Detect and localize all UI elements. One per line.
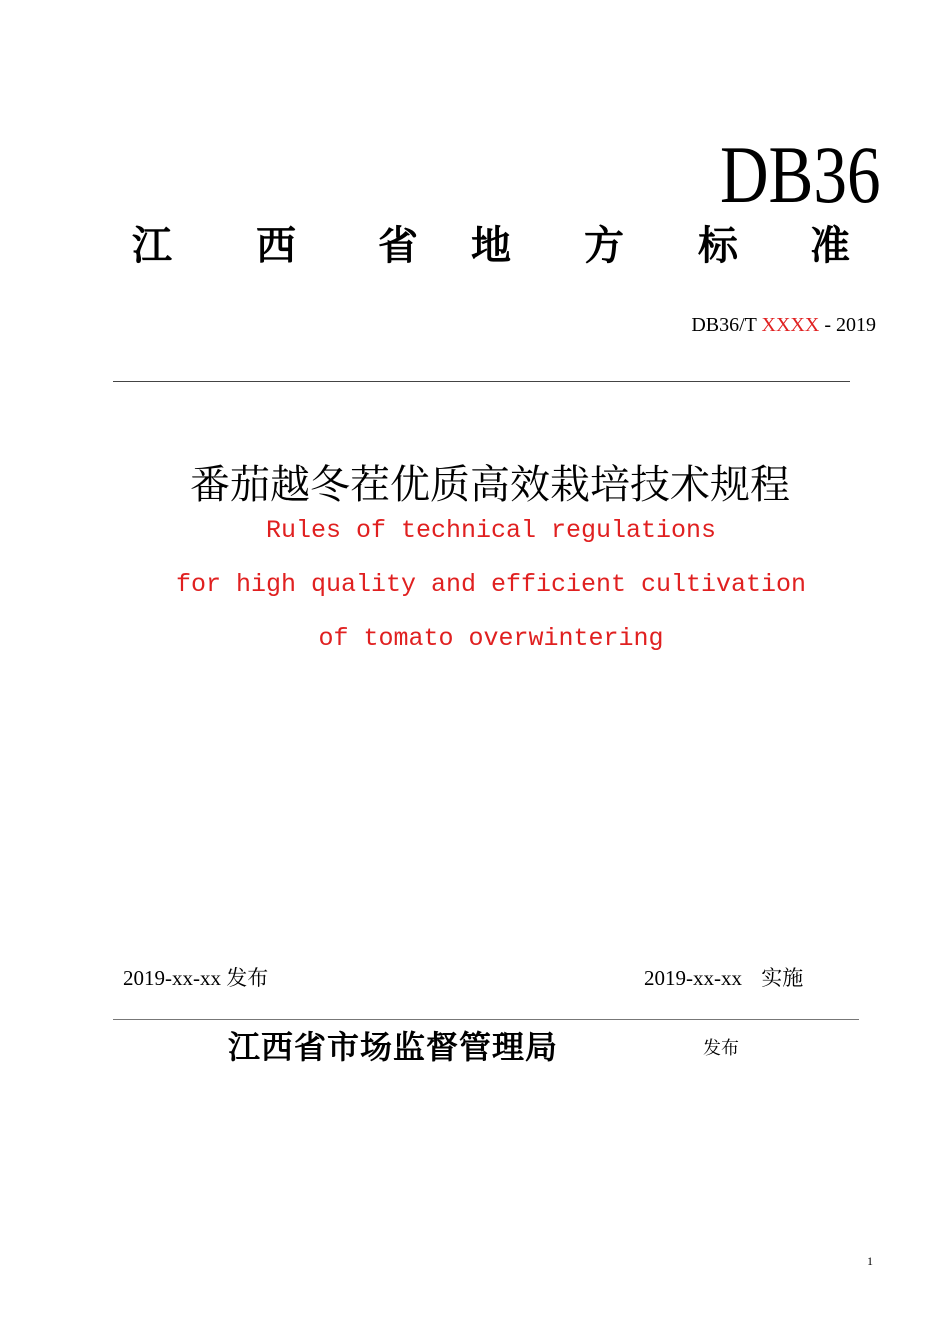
heading-char: 省 — [378, 223, 418, 269]
heading-char: 标 — [698, 223, 738, 269]
separator: - — [824, 314, 831, 336]
standard-number — [691, 314, 876, 337]
issuer-label: 发布 — [703, 1038, 739, 1059]
standard-number-placeholder: XXXX — [761, 314, 820, 336]
page-number: 1 — [867, 1254, 873, 1268]
standard-prefix: DB36/T — [691, 314, 757, 336]
heading-char: 方 — [584, 223, 624, 269]
title-en-line: for high quality and efficient cultivation — [175, 570, 807, 599]
implement-date-value: 2019-xx-xx — [644, 966, 742, 990]
implement-date — [644, 962, 803, 992]
heading-char: 江 — [132, 223, 172, 269]
publish-label: 发布 — [226, 966, 269, 990]
implement-label: 实施 — [761, 966, 804, 990]
heading-char: 地 — [471, 223, 511, 269]
publish-date-value: 2019-xx-xx — [123, 966, 221, 990]
standard-year: 2019 — [836, 314, 876, 336]
heading-char: 西 — [256, 223, 296, 269]
heading-char: 准 — [810, 223, 850, 269]
title-en-line: of tomato overwintering — [318, 624, 664, 653]
header-divider — [113, 381, 850, 382]
footer-divider — [113, 1019, 859, 1020]
issuer: 江西省市场监督管理局 — [228, 1028, 559, 1066]
title-en-line: Rules of technical regulations — [265, 516, 717, 545]
title-zh: 番茄越冬茬优质高效栽培技术规程 — [190, 462, 790, 508]
publish-date — [123, 962, 268, 992]
standard-code-large: DB36 — [720, 129, 881, 220]
